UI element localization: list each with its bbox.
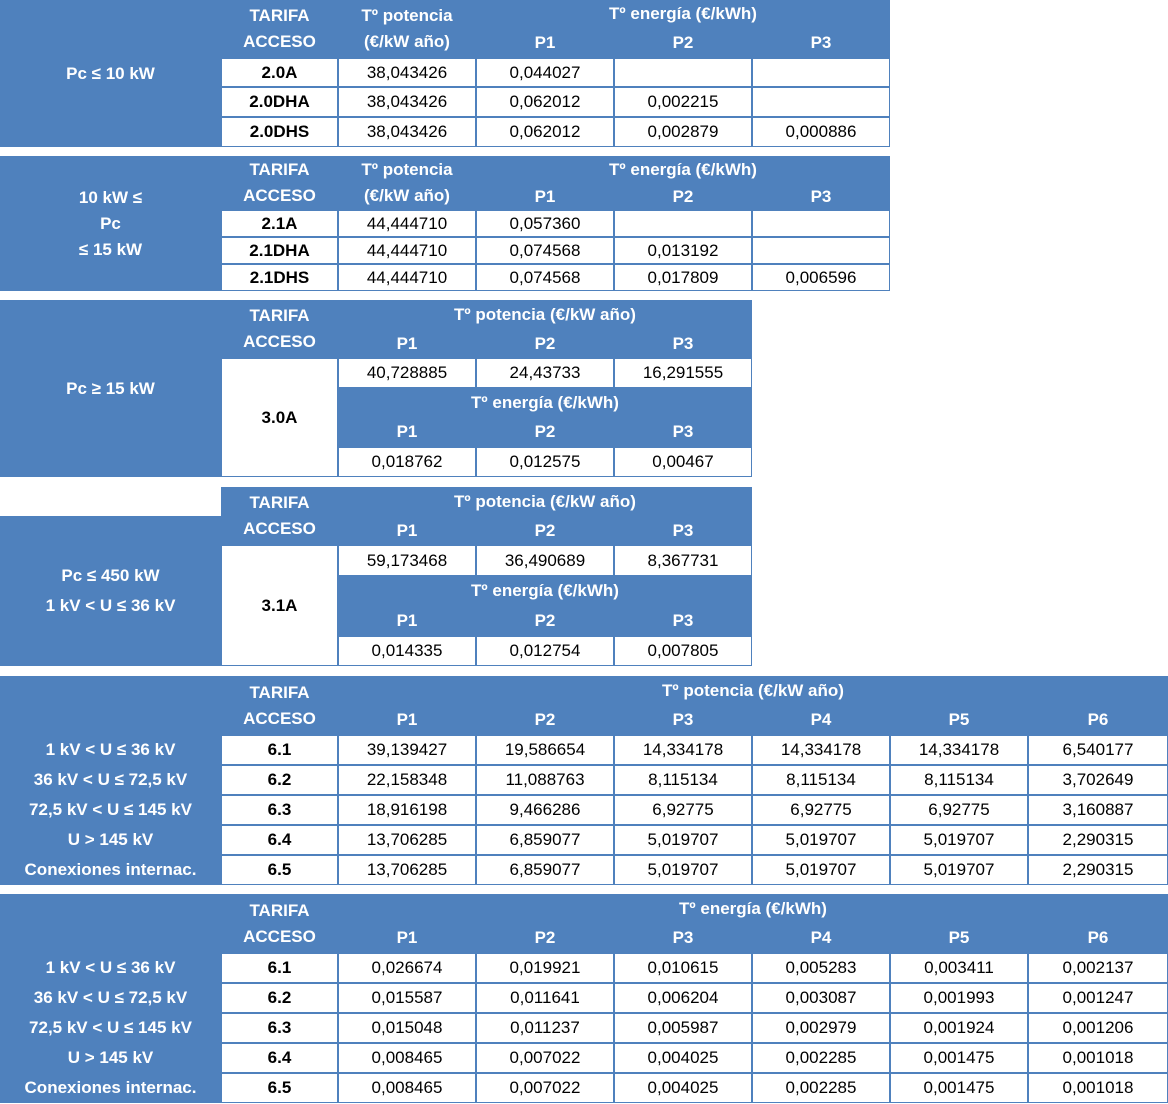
period-header: P1: [338, 516, 476, 545]
energia-cell: 0,005283: [752, 953, 890, 983]
energia-cell: [614, 58, 752, 87]
energia-cell: 0,074568: [476, 264, 614, 291]
potencia-cell: 8,367731: [614, 545, 752, 576]
tarifa-cell: 6.5: [221, 1073, 338, 1103]
energia-cell: 0,019921: [476, 953, 614, 983]
potencia-cell: 13,706285: [338, 825, 476, 855]
potencia-cell: 3,160887: [1028, 795, 1168, 825]
tarifa-cell: 6.4: [221, 825, 338, 855]
energia-cell: 0,002979: [752, 1013, 890, 1043]
energia-cell: 0,014335: [338, 636, 476, 666]
potencia-cell: 2,290315: [1028, 825, 1168, 855]
energia-cell: 0,015587: [338, 983, 476, 1013]
period-header: P1: [338, 705, 476, 735]
period-header: P2: [476, 606, 614, 636]
voltage-label: 36 kV < U ≤ 72,5 kV: [0, 765, 221, 795]
potencia-cell: 5,019707: [890, 855, 1028, 885]
energia-cell: 0,013192: [614, 237, 752, 264]
energia-cell: 0,011237: [476, 1013, 614, 1043]
period-header: P2: [476, 923, 614, 953]
potencia-cell: 5,019707: [890, 825, 1028, 855]
energia-cell: 0,004025: [614, 1073, 752, 1103]
energia-cell: 0,001475: [890, 1043, 1028, 1073]
period-header: P3: [614, 705, 752, 735]
energia-cell: [752, 237, 890, 264]
potencia-header: Tº potencia (€/kW año): [338, 676, 1168, 705]
period-header: P3: [614, 329, 752, 358]
voltage-label: Conexiones internac.: [0, 855, 221, 885]
energia-cell: 0,062012: [476, 87, 614, 117]
voltage-label: 72,5 kV < U ≤ 145 kV: [0, 795, 221, 825]
energia-header: Tº energía (€/kWh): [338, 576, 752, 606]
potencia-cell: 6,92775: [752, 795, 890, 825]
group-label: Pc ≤ 10 kW: [0, 0, 221, 147]
energia-cell: 0,007805: [614, 636, 752, 666]
period-header: P5: [890, 705, 1028, 735]
potencia-cell: 16,291555: [614, 358, 752, 388]
potencia-cell: 6,859077: [476, 855, 614, 885]
potencia-cell: 14,334178: [752, 735, 890, 765]
energia-cell: 0,001206: [1028, 1013, 1168, 1043]
voltage-label: 1 kV < U ≤ 36 kV: [0, 953, 221, 983]
energia-cell: 0,004025: [614, 1043, 752, 1073]
group-label: 10 kW ≤ Pc ≤ 15 kW: [0, 156, 221, 291]
potencia-header: Tº potencia (€/kW año): [338, 300, 752, 329]
energia-cell: [752, 210, 890, 237]
tarifa-header: TARIFA ACCESO: [221, 0, 338, 58]
tarifa-header: TARIFA ACCESO: [221, 676, 338, 735]
tarifa-cell: 6.4: [221, 1043, 338, 1073]
group-label: Pc ≤ 450 kW 1 kV < U ≤ 36 kV: [0, 516, 221, 666]
period-header: P2: [614, 28, 752, 58]
energia-cell: [752, 87, 890, 117]
energia-cell: 0,002285: [752, 1043, 890, 1073]
period-header: P1: [476, 183, 614, 210]
potencia-header: Tº potencia (€/kW año): [338, 0, 476, 58]
energia-cell: 0,007022: [476, 1043, 614, 1073]
potencia-header: Tº potencia (€/kW año): [338, 487, 752, 516]
period-header: P3: [614, 417, 752, 447]
energia-cell: 0,008465: [338, 1073, 476, 1103]
tarifa-header: TARIFA ACCESO: [221, 894, 338, 953]
potencia-cell: 11,088763: [476, 765, 614, 795]
energia-cell: 0,018762: [338, 447, 476, 477]
energia-cell: 0,012754: [476, 636, 614, 666]
energia-cell: 0,002879: [614, 117, 752, 147]
energia-cell: 0,012575: [476, 447, 614, 477]
tarifa-cell: 2.0A: [221, 58, 338, 87]
potencia-cell: 6,540177: [1028, 735, 1168, 765]
tarifa-cell: 3.0A: [221, 358, 338, 477]
energia-cell: 0,001924: [890, 1013, 1028, 1043]
energia-cell: 0,002137: [1028, 953, 1168, 983]
corner-cell: [0, 676, 221, 735]
tarifa-cell: 6.2: [221, 983, 338, 1013]
tarifa-cell: 2.0DHA: [221, 87, 338, 117]
potencia-cell: 14,334178: [614, 735, 752, 765]
energia-cell: 0,003411: [890, 953, 1028, 983]
voltage-label: Conexiones internac.: [0, 1073, 221, 1103]
period-header: P1: [338, 417, 476, 447]
energia-cell: 0,005987: [614, 1013, 752, 1043]
energia-cell: 0,007022: [476, 1073, 614, 1103]
tarifa-cell: 3.1A: [221, 545, 338, 666]
potencia-cell: 24,43733: [476, 358, 614, 388]
voltage-label: 36 kV < U ≤ 72,5 kV: [0, 983, 221, 1013]
corner-cell: [0, 894, 221, 953]
voltage-label: 1 kV < U ≤ 36 kV: [0, 735, 221, 765]
potencia-cell: 38,043426: [338, 117, 476, 147]
period-header: P6: [1028, 705, 1168, 735]
energia-cell: 0,002215: [614, 87, 752, 117]
tarifa-cell: 2.1DHA: [221, 237, 338, 264]
potencia-cell: 38,043426: [338, 87, 476, 117]
potencia-cell: 2,290315: [1028, 855, 1168, 885]
period-header: P5: [890, 923, 1028, 953]
period-header: P2: [476, 705, 614, 735]
energia-cell: 0,002285: [752, 1073, 890, 1103]
energia-cell: 0,001247: [1028, 983, 1168, 1013]
potencia-cell: 3,702649: [1028, 765, 1168, 795]
period-header: P2: [476, 329, 614, 358]
period-header: P3: [614, 606, 752, 636]
potencia-cell: 44,444710: [338, 237, 476, 264]
potencia-cell: 5,019707: [752, 855, 890, 885]
voltage-label: U > 145 kV: [0, 825, 221, 855]
energia-cell: 0,001475: [890, 1073, 1028, 1103]
energia-cell: 0,003087: [752, 983, 890, 1013]
group-label: Pc ≥ 15 kW: [0, 300, 221, 477]
potencia-cell: 59,173468: [338, 545, 476, 576]
energia-cell: 0,015048: [338, 1013, 476, 1043]
tarifa-cell: 6.3: [221, 795, 338, 825]
potencia-cell: 22,158348: [338, 765, 476, 795]
potencia-cell: 38,043426: [338, 58, 476, 87]
period-header: P3: [614, 516, 752, 545]
potencia-cell: 6,92775: [614, 795, 752, 825]
potencia-cell: 6,92775: [890, 795, 1028, 825]
energia-cell: 0,001018: [1028, 1073, 1168, 1103]
potencia-cell: 8,115134: [890, 765, 1028, 795]
tarifa-cell: 6.5: [221, 855, 338, 885]
tarifa-cell: 6.1: [221, 735, 338, 765]
energia-cell: 0,008465: [338, 1043, 476, 1073]
tarifa-cell: 6.3: [221, 1013, 338, 1043]
energia-cell: 0,006204: [614, 983, 752, 1013]
potencia-cell: 13,706285: [338, 855, 476, 885]
energia-cell: [614, 210, 752, 237]
energia-cell: 0,074568: [476, 237, 614, 264]
energia-cell: 0,044027: [476, 58, 614, 87]
energia-cell: 0,001993: [890, 983, 1028, 1013]
energia-cell: 0,057360: [476, 210, 614, 237]
potencia-cell: 8,115134: [752, 765, 890, 795]
energia-cell: 0,017809: [614, 264, 752, 291]
period-header: P3: [752, 28, 890, 58]
tarifa-header: TARIFA ACCESO: [221, 156, 338, 210]
energia-header: Tº energía (€/kWh): [338, 894, 1168, 923]
energia-cell: 0,000886: [752, 117, 890, 147]
tarifa-cell: 2.1A: [221, 210, 338, 237]
potencia-cell: 14,334178: [890, 735, 1028, 765]
period-header: P1: [338, 923, 476, 953]
period-header: P3: [752, 183, 890, 210]
potencia-cell: 39,139427: [338, 735, 476, 765]
period-header: P1: [476, 28, 614, 58]
period-header: P1: [338, 329, 476, 358]
energia-cell: 0,00467: [614, 447, 752, 477]
potencia-cell: 40,728885: [338, 358, 476, 388]
energia-cell: 0,010615: [614, 953, 752, 983]
tarifa-header: TARIFA ACCESO: [221, 300, 338, 358]
period-header: P1: [338, 606, 476, 636]
energia-cell: [752, 58, 890, 87]
energia-cell: 0,006596: [752, 264, 890, 291]
period-header: P6: [1028, 923, 1168, 953]
potencia-header: Tº potencia (€/kW año): [338, 156, 476, 210]
energia-cell: 0,011641: [476, 983, 614, 1013]
potencia-cell: 8,115134: [614, 765, 752, 795]
voltage-label: 72,5 kV < U ≤ 145 kV: [0, 1013, 221, 1043]
potencia-cell: 5,019707: [614, 855, 752, 885]
energia-header: Tº energía (€/kWh): [476, 156, 890, 183]
tarifa-cell: 6.1: [221, 953, 338, 983]
energia-cell: 0,062012: [476, 117, 614, 147]
tarifa-cell: 6.2: [221, 765, 338, 795]
voltage-label: U > 145 kV: [0, 1043, 221, 1073]
potencia-cell: 44,444710: [338, 210, 476, 237]
potencia-cell: 6,859077: [476, 825, 614, 855]
tarifa-header: TARIFA ACCESO: [221, 487, 338, 545]
energia-header: Tº energía (€/kWh): [476, 0, 890, 28]
energia-cell: 0,026674: [338, 953, 476, 983]
period-header: P4: [752, 705, 890, 735]
period-header: P2: [614, 183, 752, 210]
potencia-cell: 9,466286: [476, 795, 614, 825]
period-header: P2: [476, 516, 614, 545]
period-header: P4: [752, 923, 890, 953]
potencia-cell: 5,019707: [614, 825, 752, 855]
potencia-cell: 36,490689: [476, 545, 614, 576]
period-header: P3: [614, 923, 752, 953]
energia-header: Tº energía (€/kWh): [338, 388, 752, 417]
potencia-cell: 19,586654: [476, 735, 614, 765]
potencia-cell: 44,444710: [338, 264, 476, 291]
tarifa-cell: 2.1DHS: [221, 264, 338, 291]
potencia-cell: 18,916198: [338, 795, 476, 825]
period-header: P2: [476, 417, 614, 447]
potencia-cell: 5,019707: [752, 825, 890, 855]
tarifa-cell: 2.0DHS: [221, 117, 338, 147]
energia-cell: 0,001018: [1028, 1043, 1168, 1073]
